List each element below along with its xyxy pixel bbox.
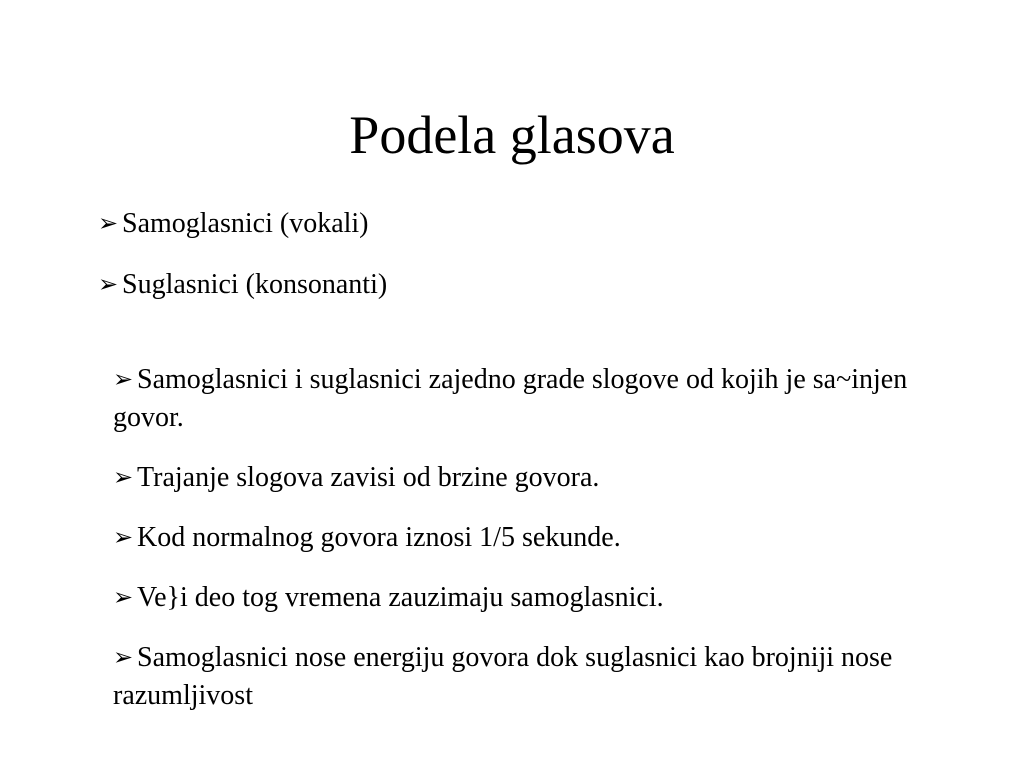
list-item-text: Kod normalnog govora iznosi 1/5 sekunde. <box>137 522 621 553</box>
arrow-bullet-icon: ➢ <box>113 583 134 611</box>
list-item-text: Samoglasnici nose energiju govora dok suglasnici kao brojniji nose razumljivost <box>113 642 893 711</box>
list-item-text: Samoglasnici i suglasnici zajedno grade slogove od kojih je sa~injen govor. <box>113 364 908 433</box>
arrow-bullet-icon: ➢ <box>98 209 119 237</box>
list-item-text: Ve}i deo tog vremena zauzimaju samoglasnici. <box>137 582 664 613</box>
list-item-text: Samoglasnici (vokali) <box>122 208 369 239</box>
bullet-list-bottom <box>113 360 913 715</box>
arrow-bullet-icon: ➢ <box>113 523 134 551</box>
list-item <box>113 518 913 557</box>
arrow-bullet-icon: ➢ <box>113 643 134 671</box>
arrow-bullet-icon: ➢ <box>113 365 134 393</box>
list-item-text: Suglasnici (konsonanti) <box>122 269 388 300</box>
bullet-list-top <box>98 204 918 304</box>
list-item <box>98 204 918 243</box>
list-item <box>113 458 913 497</box>
list-item <box>113 638 913 715</box>
list-item <box>98 265 918 304</box>
slide-title: Podela glasova <box>349 105 675 165</box>
list-item <box>113 578 913 617</box>
list-item <box>113 360 913 437</box>
arrow-bullet-icon: ➢ <box>113 463 134 491</box>
arrow-bullet-icon: ➢ <box>98 270 119 298</box>
list-item-text: Trajanje slogova zavisi od brzine govora. <box>137 462 600 493</box>
